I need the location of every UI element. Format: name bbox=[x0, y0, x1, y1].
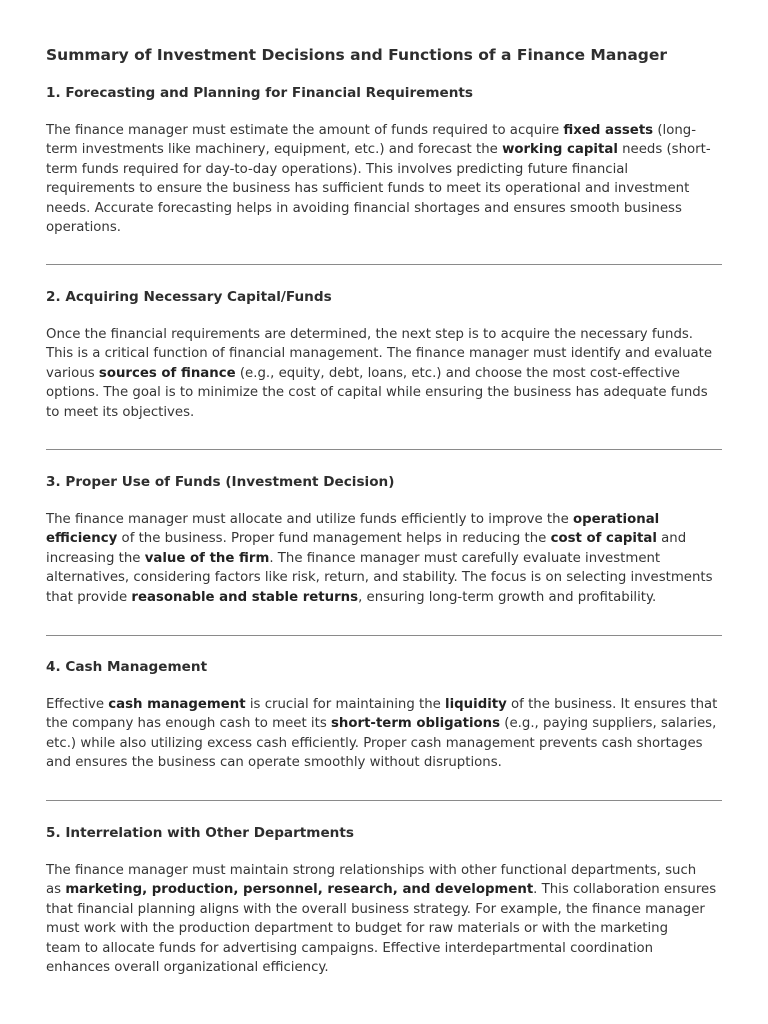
text-run: (e.g., equity, debt, loans, etc.) and choose the most cost-effective bbox=[235, 365, 680, 381]
text-run: The finance manager must allocate and utilize funds efficiently to improve the bbox=[46, 512, 573, 527]
text-run: Effective bbox=[46, 697, 109, 712]
text-run: to meet its objectives. bbox=[46, 404, 195, 420]
section-acquiring-capital bbox=[46, 287, 722, 422]
bold-term: operational bbox=[572, 512, 660, 527]
section-body bbox=[46, 325, 722, 422]
text-run: Once the financial requirements are determined, the next step is to acquire the necessary funds. bbox=[46, 327, 694, 342]
text-run: . This collaboration ensures bbox=[533, 882, 717, 898]
text-run: needs. Accurate forecasting helps in avoiding financial shortages and ensures smooth business bbox=[46, 200, 682, 216]
section-heading: 4. Cash Management bbox=[46, 659, 208, 675]
bold-term: cash management bbox=[108, 697, 246, 712]
text-run: increasing the bbox=[46, 550, 145, 566]
text-run: alternatives, considering factors like risk, return, and stability. The focus is on selecting investments bbox=[46, 570, 713, 586]
text-run: enhances overall organizational efficiency. bbox=[46, 960, 329, 976]
bold-term: short-term obligations bbox=[331, 716, 501, 732]
text-run: of the business. It ensures that bbox=[506, 697, 718, 712]
text-run: the company has enough cash to meet its bbox=[46, 716, 331, 732]
bold-term: marketing, production, personnel, research, and development bbox=[65, 882, 534, 898]
text-run: requirements to ensure the business has sufficient funds to meet its operational and investment bbox=[46, 181, 690, 197]
section-heading: 2. Acquiring Necessary Capital/Funds bbox=[46, 289, 332, 305]
section-cash-management bbox=[46, 657, 722, 773]
bold-term: liquidity bbox=[445, 697, 507, 712]
text-run: and bbox=[656, 531, 687, 547]
text-run: term funds required for day-to-day operations). This involves predicting future financial bbox=[46, 161, 629, 177]
text-run: of the business. Proper fund management helps in reducing the bbox=[117, 531, 551, 547]
text-run: that provide bbox=[46, 589, 132, 605]
section-heading: 1. Forecasting and Planning for Financial Requirements bbox=[46, 85, 474, 101]
text-run: options. The goal is to minimize the cost of capital while ensuring the business has adequate funds bbox=[46, 385, 708, 401]
section-heading: 5. Interrelation with Other Departments bbox=[46, 825, 354, 841]
text-run: and ensures the business can operate smoothly without disruptions. bbox=[46, 755, 502, 771]
text-run: This is a critical function of financial management. The finance manager must identify and evaluate bbox=[46, 346, 713, 362]
text-run: is crucial for maintaining the bbox=[245, 697, 446, 712]
bold-term: reasonable and stable returns bbox=[131, 589, 359, 605]
text-run: must work with the production department to budget for raw materials or with the marketing bbox=[46, 921, 669, 937]
text-run: term investments like machinery, equipment, etc.) and forecast the bbox=[46, 142, 503, 158]
text-run: The finance manager must estimate the amount of funds required to acquire bbox=[46, 123, 564, 138]
bold-term: sources of finance bbox=[98, 365, 236, 381]
text-run: The finance manager must maintain strong relationships with other functional departments, such bbox=[46, 863, 697, 878]
section-divider bbox=[46, 635, 722, 636]
bold-term: fixed assets bbox=[563, 123, 654, 138]
text-run: operations. bbox=[46, 220, 121, 236]
section-use-of-funds bbox=[46, 472, 722, 607]
text-run: various bbox=[46, 365, 99, 381]
bold-term: working capital bbox=[502, 142, 618, 158]
section-forecasting bbox=[46, 83, 722, 237]
text-run: . The finance manager must carefully evaluate investment bbox=[269, 550, 661, 566]
text-run: team to allocate funds for advertising campaigns. Effective interdepartmental coordination bbox=[46, 940, 654, 956]
bold-term: value of the firm bbox=[144, 550, 270, 566]
section-body bbox=[46, 510, 722, 607]
section-body bbox=[46, 695, 722, 773]
section-body bbox=[46, 121, 722, 237]
section-divider bbox=[46, 449, 722, 450]
section-divider bbox=[46, 800, 722, 801]
text-run: etc.) while also utilizing excess cash efficiently. Proper cash management prevents cash shortages bbox=[46, 735, 703, 751]
section-body bbox=[46, 861, 722, 977]
text-run: , ensuring long-term growth and profitability. bbox=[358, 589, 657, 605]
text-run: (e.g., paying suppliers, salaries, bbox=[500, 716, 717, 732]
text-run: needs (short- bbox=[617, 142, 711, 158]
text-run: (long- bbox=[653, 123, 697, 138]
document-title: Summary of Investment Decisions and Functions of a Finance Manager bbox=[46, 46, 668, 64]
section-heading: 3. Proper Use of Funds (Investment Decision) bbox=[46, 474, 395, 490]
section-divider bbox=[46, 264, 722, 265]
section-interrelation bbox=[46, 823, 722, 977]
bold-term: efficiency bbox=[46, 531, 118, 547]
bold-term: cost of capital bbox=[550, 531, 657, 547]
text-run: as bbox=[46, 882, 66, 898]
text-run: that financial planning aligns with the overall business strategy. For example, the finance manager bbox=[46, 901, 705, 917]
